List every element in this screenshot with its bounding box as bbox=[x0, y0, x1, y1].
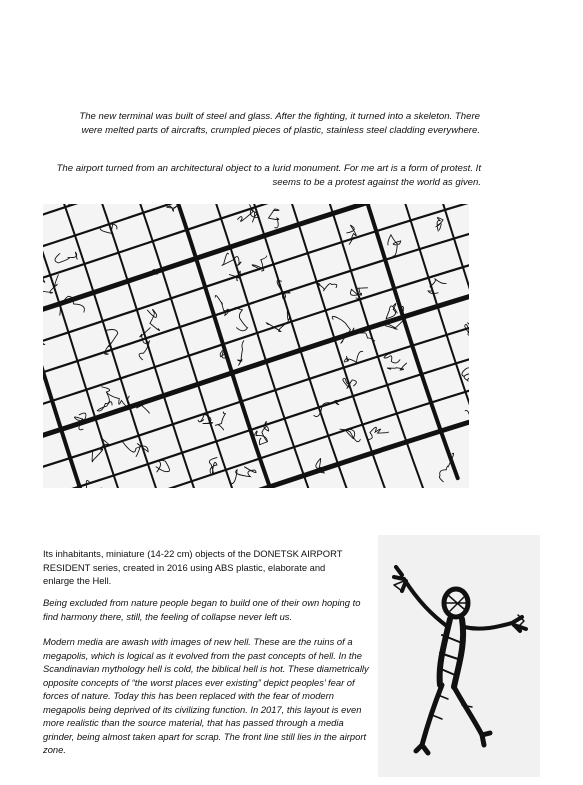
wire-figure-sculpture-icon bbox=[378, 535, 540, 777]
quote-terminal: The new terminal was built of steel and glass. After the fighting, it turned into a skeleton. There were melted parts of aircrafts, crumpled pieces of plastic, stainless steel cladding everywhere. bbox=[79, 110, 480, 136]
paragraph-inhabitants: Its inhabitants, miniature (14-22 cm) objects of the DONETSK AIRPORT RESIDENT series, created in 2016 using ABS plastic, elaborate and enlarge the Hell. bbox=[43, 548, 343, 587]
paragraph-excluded: Being excluded from nature people began to build one of their own hoping to find harmony there, still, the feeling of collapse never left us. bbox=[43, 597, 361, 622]
paragraph-modern-media: Modern media are awash with images of new hell. These are the ruins of a megapolis, which is logical as it evolved from the past concepts of hell. In the Scandinavian mythology hell is cold, the biblical hell is hot. These diametrically opposite concepts of “the worst places ever existing” depict peoples’ fear of forces of nature. Today this has been replaced with the fear of modern megapolis being deprived of its civilizing function. In 2017, this layout is even more realistic than the source material, that has passed through a media grinder, being almost taken apart for scrap. The front line still lies in the airport zone. bbox=[43, 636, 369, 756]
quote-monument: The airport turned from an architectural object to a lurid monument. For me art is a form of protest. It seems to be a protest against the world as given. bbox=[56, 162, 481, 188]
wire-figure-photo bbox=[378, 535, 540, 777]
wire-grid-photo bbox=[43, 204, 469, 488]
wire-grid-sculpture-icon bbox=[43, 204, 469, 488]
